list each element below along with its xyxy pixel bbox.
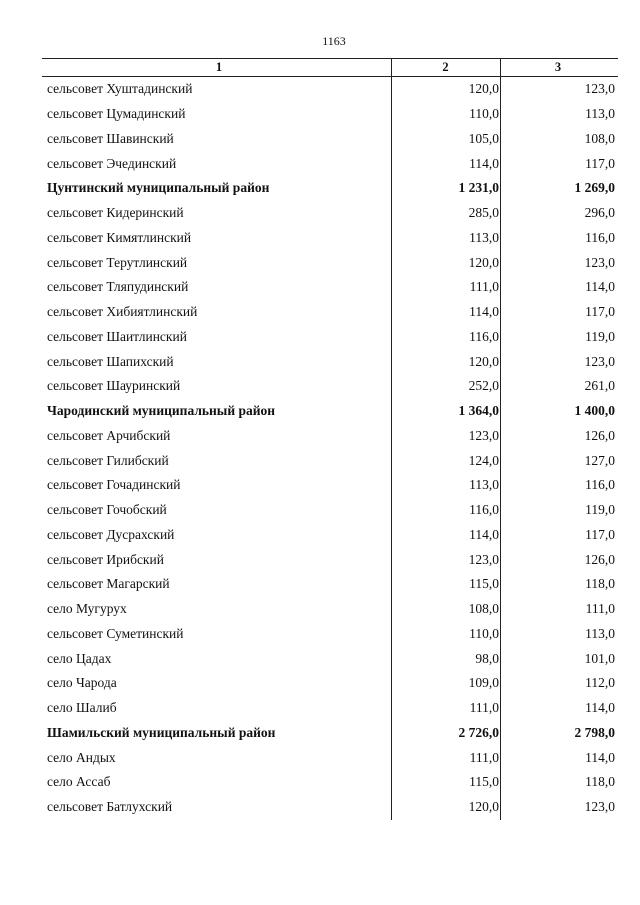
table-row — [42, 374, 618, 399]
row-value-col-3: 112,0 — [500, 671, 618, 696]
table-row — [42, 498, 618, 523]
row-name: село Ассаб — [47, 774, 111, 790]
row-value-col-3: 114,0 — [500, 275, 618, 300]
row-value-col-3: 2 798,0 — [500, 721, 618, 746]
row-name: сельсовет Кидеринский — [47, 205, 184, 221]
row-name: сельсовет Шауринский — [47, 378, 181, 394]
row-value-col-2: 120,0 — [391, 349, 500, 374]
row-value-col-3: 118,0 — [500, 770, 618, 795]
row-value-col-3: 118,0 — [500, 572, 618, 597]
row-value-col-2: 123,0 — [391, 424, 500, 449]
table-row — [42, 201, 618, 226]
row-value-col-3: 123,0 — [500, 250, 618, 275]
row-value-col-3: 127,0 — [500, 448, 618, 473]
row-value-col-2: 120,0 — [391, 77, 500, 102]
row-value-col-3: 123,0 — [500, 77, 618, 102]
table-row — [42, 547, 618, 572]
row-value-col-3: 1 269,0 — [500, 176, 618, 201]
row-name: сельсовет Цумадинский — [47, 106, 186, 122]
row-name: село Цадах — [47, 650, 112, 666]
row-value-col-2: 110,0 — [391, 622, 500, 647]
row-value-col-2: 110,0 — [391, 102, 500, 127]
row-value-col-3: 116,0 — [500, 473, 618, 498]
row-value-col-2: 116,0 — [391, 498, 500, 523]
row-name: сельсовет Ирибский — [47, 551, 164, 567]
row-value-col-3: 123,0 — [500, 349, 618, 374]
table-row — [42, 572, 618, 597]
row-name: сельсовет Кимятлинский — [47, 229, 192, 245]
row-name: сельсовет Гочобский — [47, 502, 167, 518]
table-row — [42, 275, 618, 300]
table-row — [42, 448, 618, 473]
row-value-col-2: 113,0 — [391, 473, 500, 498]
data-table — [42, 58, 618, 820]
row-value-col-3: 117,0 — [500, 300, 618, 325]
table-row — [42, 300, 618, 325]
table-row — [42, 325, 618, 350]
table-row — [42, 250, 618, 275]
row-value-col-2: 115,0 — [391, 770, 500, 795]
row-value-col-2: 114,0 — [391, 151, 500, 176]
row-name: сельсовет Шавинский — [47, 130, 174, 146]
row-value-col-2: 108,0 — [391, 597, 500, 622]
row-value-col-3: 1 400,0 — [500, 399, 618, 424]
row-name: село Мугурух — [47, 601, 127, 617]
row-name: село Андых — [47, 749, 116, 765]
row-value-col-3: 101,0 — [500, 646, 618, 671]
table-row-district — [42, 176, 618, 201]
row-value-col-3: 119,0 — [500, 325, 618, 350]
header-col-2: 2 — [391, 59, 500, 76]
table-row — [42, 102, 618, 127]
table-row — [42, 745, 618, 770]
row-name: сельсовет Эчединский — [47, 155, 177, 171]
row-value-col-3: 119,0 — [500, 498, 618, 523]
header-col-3: 3 — [500, 59, 618, 76]
row-value-col-3: 108,0 — [500, 127, 618, 152]
page-number: 1163 — [322, 34, 346, 48]
table-row — [42, 127, 618, 152]
row-value-col-2: 113,0 — [391, 226, 500, 251]
row-value-col-2: 109,0 — [391, 671, 500, 696]
row-name: сельсовет Гочадинский — [47, 477, 181, 493]
row-value-col-2: 285,0 — [391, 201, 500, 226]
row-value-col-2: 2 726,0 — [391, 721, 500, 746]
row-value-col-3: 111,0 — [500, 597, 618, 622]
row-name: сельсовет Батлухский — [47, 799, 173, 815]
table-body — [42, 77, 618, 820]
table-row-district — [42, 399, 618, 424]
row-value-col-2: 116,0 — [391, 325, 500, 350]
table-row — [42, 696, 618, 721]
table-row — [42, 597, 618, 622]
row-value-col-2: 115,0 — [391, 572, 500, 597]
row-name: сельсовет Терутлинский — [47, 254, 188, 270]
row-value-col-3: 116,0 — [500, 226, 618, 251]
row-value-col-2: 1 364,0 — [391, 399, 500, 424]
row-name: сельсовет Шаитлинский — [47, 328, 187, 344]
table-header — [42, 58, 618, 77]
row-name: сельсовет Суметинский — [47, 625, 184, 641]
row-value-col-2: 111,0 — [391, 696, 500, 721]
table-row — [42, 646, 618, 671]
row-name: сельсовет Гилибский — [47, 452, 169, 468]
row-value-col-2: 123,0 — [391, 547, 500, 572]
table-row — [42, 77, 618, 102]
table-row — [42, 523, 618, 548]
table-row — [42, 671, 618, 696]
row-value-col-3: 296,0 — [500, 201, 618, 226]
row-value-col-3: 117,0 — [500, 523, 618, 548]
row-value-col-3: 113,0 — [500, 622, 618, 647]
table-row — [42, 770, 618, 795]
row-name: Цунтинский муниципальный район — [47, 180, 270, 196]
row-value-col-3: 113,0 — [500, 102, 618, 127]
row-value-col-2: 114,0 — [391, 300, 500, 325]
row-value-col-2: 1 231,0 — [391, 176, 500, 201]
row-value-col-2: 124,0 — [391, 448, 500, 473]
row-name: село Чарода — [47, 675, 117, 691]
row-value-col-2: 252,0 — [391, 374, 500, 399]
row-name: село Шалиб — [47, 700, 117, 716]
header-col-1: 1 — [215, 60, 223, 74]
row-value-col-3: 117,0 — [500, 151, 618, 176]
row-value-col-3: 123,0 — [500, 795, 618, 820]
row-name: Шамильский муниципальный район — [47, 724, 276, 740]
row-value-col-2: 114,0 — [391, 523, 500, 548]
row-value-col-2: 111,0 — [391, 745, 500, 770]
row-name: сельсовет Хибиятлинский — [47, 304, 198, 320]
table-row — [42, 795, 618, 820]
row-value-col-2: 98,0 — [391, 646, 500, 671]
row-name: сельсовет Арчибский — [47, 427, 171, 443]
row-value-col-3: 126,0 — [500, 424, 618, 449]
row-name: сельсовет Хуштадинский — [47, 81, 193, 97]
row-name: сельсовет Тляпудинский — [47, 279, 189, 295]
row-value-col-2: 105,0 — [391, 127, 500, 152]
table-row — [42, 151, 618, 176]
row-name: сельсовет Магарский — [47, 576, 170, 592]
row-value-col-3: 261,0 — [500, 374, 618, 399]
row-value-col-2: 120,0 — [391, 250, 500, 275]
row-name: сельсовет Дусрахский — [47, 526, 175, 542]
row-name: сельсовет Шапихский — [47, 353, 174, 369]
table-row — [42, 226, 618, 251]
table-row-district — [42, 721, 618, 746]
row-value-col-3: 114,0 — [500, 745, 618, 770]
table-row — [42, 473, 618, 498]
row-value-col-3: 114,0 — [500, 696, 618, 721]
row-value-col-2: 120,0 — [391, 795, 500, 820]
row-value-col-2: 111,0 — [391, 275, 500, 300]
row-name: Чародинский муниципальный район — [47, 403, 276, 419]
row-value-col-3: 126,0 — [500, 547, 618, 572]
table-row — [42, 622, 618, 647]
table-row — [42, 349, 618, 374]
table-row — [42, 424, 618, 449]
